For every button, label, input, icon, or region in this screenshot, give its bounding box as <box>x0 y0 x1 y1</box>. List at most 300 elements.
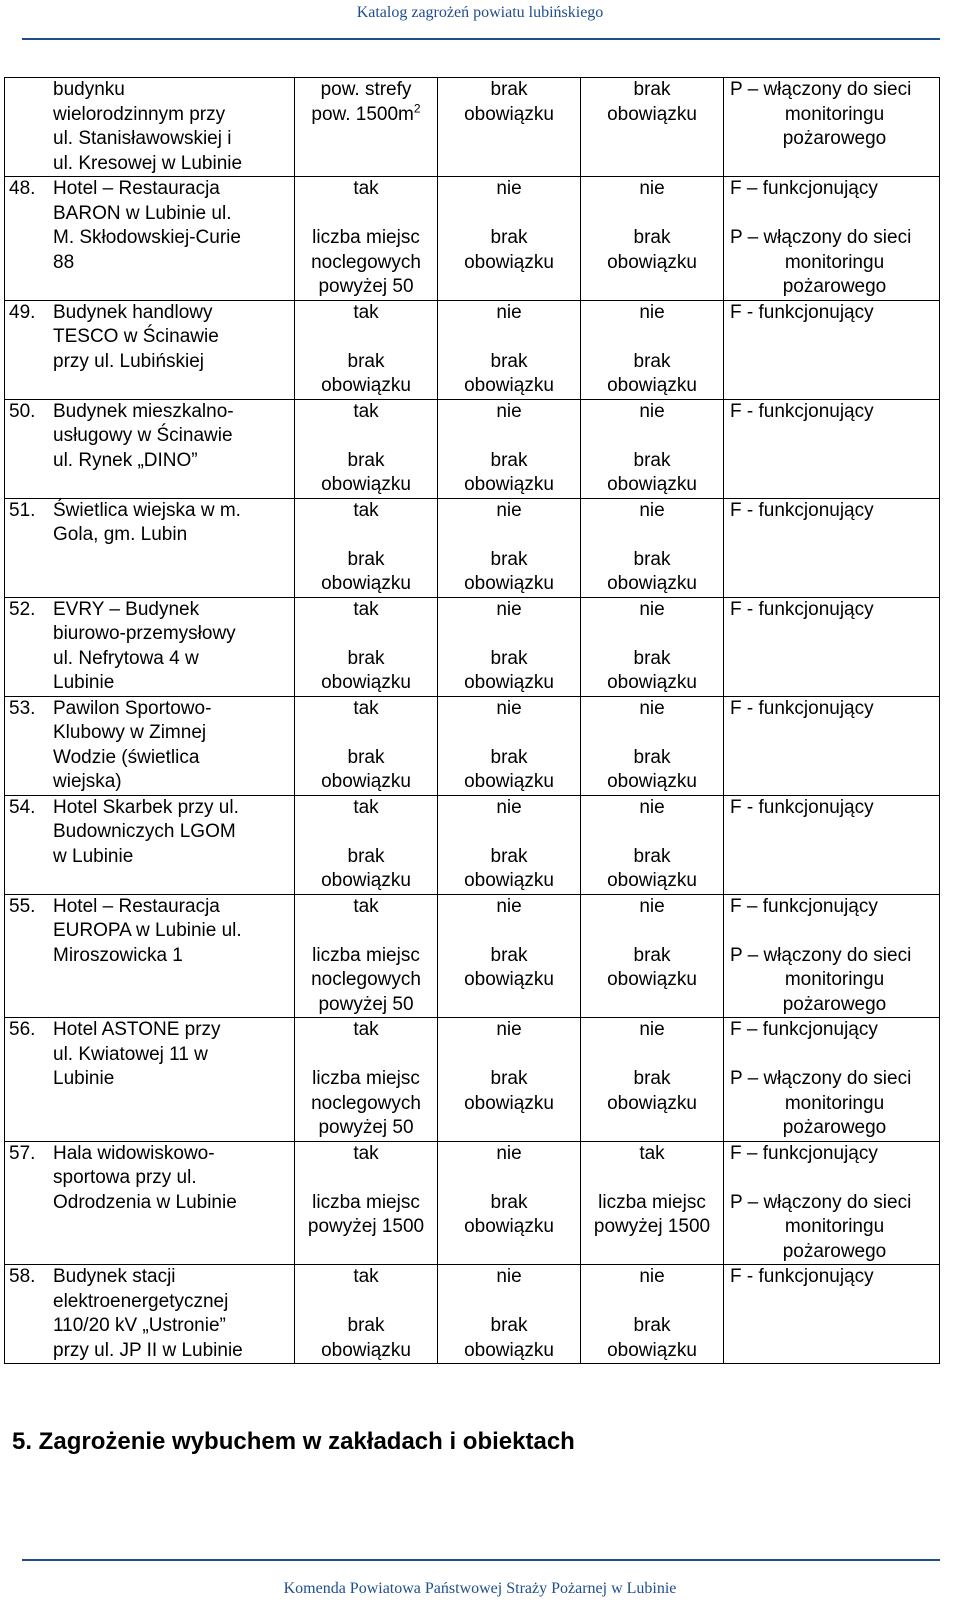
c4-line <box>581 202 723 227</box>
object-name-line: Hotel Skarbek przy ul. <box>53 796 239 818</box>
status-line <box>730 1043 939 1068</box>
c4-cell <box>581 1018 724 1142</box>
c2-cell <box>295 78 438 177</box>
object-name-line: wiejska) <box>53 771 122 792</box>
c3-cell <box>438 498 581 597</box>
object-name <box>53 400 277 474</box>
c3-line: obowiązku <box>464 474 554 495</box>
c4-line: nie <box>639 499 665 521</box>
status-text <box>724 499 939 524</box>
status-text <box>724 1142 939 1265</box>
status-line: monitoringu <box>784 251 885 273</box>
object-name-line: 88 <box>53 251 75 273</box>
status-cell <box>724 300 940 399</box>
c2-line: obowiązku <box>321 870 411 891</box>
c3-line: nie <box>496 796 522 818</box>
c2-cell <box>295 1141 438 1265</box>
row-number: 54. <box>9 796 36 818</box>
c4-cell <box>581 78 724 177</box>
c3-cell <box>438 1018 581 1142</box>
c4-line: obowiązku <box>607 375 697 396</box>
c4-line: liczba miejsc <box>598 1191 706 1213</box>
c2-line: brak <box>347 350 385 372</box>
object-name-line: w Lubinie <box>53 845 134 867</box>
c4-cell <box>581 498 724 597</box>
c4-line: obowiązku <box>607 969 697 990</box>
status-line: P – włączony do sieci <box>730 79 912 100</box>
c3-text: obowiązku <box>464 103 554 125</box>
c3-line <box>438 1166 580 1191</box>
object-name-line: M. Skłodowskiej-Curie <box>53 227 241 248</box>
c4-line: obowiązku <box>607 870 697 891</box>
object-cell <box>5 795 295 894</box>
c2-line: noclegowych <box>311 969 421 990</box>
c2-cell <box>295 894 438 1018</box>
object-name-line: budynku <box>53 79 125 100</box>
object-name-line: Hotel – Restauracja <box>53 178 220 199</box>
status-cell <box>724 597 940 696</box>
c4-text: obowiązku <box>607 103 697 125</box>
status-line <box>730 202 939 227</box>
c4-line: brak <box>633 548 671 570</box>
c3-line: obowiązku <box>464 771 554 792</box>
c4-line: obowiązku <box>607 251 697 273</box>
c3-line: nie <box>496 895 522 917</box>
c4-cell <box>581 1265 724 1364</box>
c3-cell <box>438 177 581 301</box>
c2-line: tak <box>353 400 379 422</box>
c2-line <box>295 424 437 449</box>
c4-line <box>581 1043 723 1068</box>
c4-line <box>581 424 723 449</box>
object-name-line: ul. Nefrytowa 4 w <box>53 647 199 669</box>
object-name-line: ul. Kwiatowej 11 w <box>53 1043 208 1065</box>
c2-cell <box>295 399 438 498</box>
c3-cell <box>438 696 581 795</box>
c3-line: nie <box>496 697 522 719</box>
status-line: F - funkcjonujący <box>730 598 874 620</box>
c3-line <box>438 1290 580 1315</box>
object-name-line: ul. Rynek „DINO” <box>53 449 198 471</box>
object-name <box>53 177 277 275</box>
status-text <box>724 796 939 821</box>
c2-line: liczba miejsc <box>312 1068 420 1089</box>
table-row <box>5 300 940 399</box>
footer-rule <box>22 1559 940 1561</box>
superscript: 2 <box>413 101 421 116</box>
c4-line: obowiązku <box>607 1339 697 1361</box>
c3-line: obowiązku <box>464 1216 554 1237</box>
c3-line: nie <box>496 1142 522 1164</box>
c2-line: powyżej 1500 <box>307 1216 425 1237</box>
object-name-line: wielorodzinnym przy <box>53 103 226 125</box>
object-cell <box>5 78 295 177</box>
c2-line: pow. strefy <box>320 79 412 100</box>
row-number: 51. <box>9 499 36 521</box>
object-name-line: Budowniczych LGOM <box>53 821 236 842</box>
c4-line <box>581 622 723 647</box>
c2-line: liczba miejsc <box>312 1191 420 1213</box>
c2-line <box>295 721 437 746</box>
object-name <box>53 1265 277 1363</box>
object-name <box>53 1142 277 1216</box>
status-line: F – funkcjonujący <box>730 1142 878 1164</box>
object-cell <box>5 597 295 696</box>
c2-line <box>295 523 437 548</box>
status-text <box>724 301 939 326</box>
c3-line <box>438 325 580 350</box>
status-line: pożarowego <box>782 1240 887 1262</box>
object-name-line: biurowo-przemysłowy <box>53 623 236 644</box>
status-line: F – funkcjonujący <box>730 178 878 199</box>
c3-line: brak <box>490 227 528 248</box>
c4-cell <box>581 399 724 498</box>
status-cell <box>724 1265 940 1364</box>
c3-line: obowiązku <box>464 251 554 273</box>
c3-line <box>438 721 580 746</box>
c3-line <box>438 424 580 449</box>
row-number: 58. <box>9 1266 36 1287</box>
status-line: monitoringu <box>784 969 885 990</box>
object-name <box>53 499 277 548</box>
status-line: pożarowego <box>782 276 887 297</box>
c4-line: nie <box>639 1019 665 1040</box>
object-name-line: EVRY – Budynek <box>53 598 200 620</box>
c3-line: nie <box>496 178 522 199</box>
c2-line: tak <box>353 895 379 917</box>
c3-line: obowiązku <box>464 375 554 396</box>
c2-cell <box>295 498 438 597</box>
table-row <box>5 1265 940 1364</box>
c4-line: brak <box>633 845 671 867</box>
c3-cell <box>438 399 581 498</box>
c4-line: obowiązku <box>607 1092 697 1114</box>
object-name-line: Budynek mieszkalno- <box>53 400 234 422</box>
c2-line <box>295 202 437 227</box>
c4-line <box>581 1166 723 1191</box>
header-rule <box>22 38 940 40</box>
c4-line: brak <box>633 79 671 100</box>
status-text <box>724 598 939 623</box>
status-text <box>724 177 939 300</box>
status-text <box>724 1018 939 1141</box>
status-text <box>724 697 939 722</box>
c4-cell <box>581 300 724 399</box>
c2-line: obowiązku <box>321 672 411 693</box>
c4-line: powyżej 1500 <box>593 1216 711 1237</box>
object-name-line: Lubinie <box>53 1068 115 1089</box>
table-row <box>5 894 940 1018</box>
object-name-line: Hala widowiskowo- <box>53 1142 215 1164</box>
c2-line: obowiązku <box>321 375 411 396</box>
status-line: F - funkcjonujący <box>730 697 874 719</box>
c4-line: obowiązku <box>607 474 697 495</box>
c2-line <box>295 1290 437 1315</box>
status-text <box>724 1265 939 1290</box>
c3-line <box>438 103 580 128</box>
status-line: monitoringu <box>784 1216 885 1237</box>
row-number: 56. <box>9 1019 36 1040</box>
c3-cell <box>438 78 581 177</box>
c4-line: nie <box>639 400 665 422</box>
object-name <box>53 697 277 795</box>
c4-line: brak <box>633 1068 671 1089</box>
c2-line: obowiązku <box>321 474 411 495</box>
object-cell <box>5 1018 295 1142</box>
status-cell <box>724 399 940 498</box>
c2-line: powyżej 50 <box>318 993 414 1015</box>
c2-line: powyżej 50 <box>318 276 414 297</box>
c2-cell <box>295 696 438 795</box>
c3-cell <box>438 1141 581 1265</box>
status-line: monitoringu <box>784 103 885 125</box>
table-row <box>5 1141 940 1265</box>
c2-line: brak <box>347 647 385 669</box>
c2-line <box>295 1043 437 1068</box>
object-name-line: BARON w Lubinie ul. <box>53 202 232 224</box>
status-cell <box>724 795 940 894</box>
c4-line: nie <box>639 895 665 917</box>
object-name-line: usługowy w Ścinawie <box>53 425 233 446</box>
c2-line <box>295 622 437 647</box>
object-name-line: przy ul. Lubińskiej <box>53 350 205 372</box>
c2-line <box>295 919 437 944</box>
c4-line: obowiązku <box>607 771 697 792</box>
c3-cell <box>438 300 581 399</box>
c4-line: brak <box>633 449 671 471</box>
c2-cell <box>295 177 438 301</box>
c3-line: obowiązku <box>464 969 554 990</box>
page-footer: Komenda Powiatowa Państwowej Straży Pożarnej w Lubinie <box>283 1580 677 1597</box>
status-line: F - funkcjonujący <box>730 499 874 521</box>
c2-line: brak <box>347 1315 385 1336</box>
status-line <box>730 1166 939 1191</box>
object-cell <box>5 894 295 1018</box>
c2-line: tak <box>353 1266 379 1287</box>
status-line: F – funkcjonujący <box>730 895 878 917</box>
c2-cell <box>295 795 438 894</box>
c4-line <box>581 721 723 746</box>
section-heading: 5. Zagrożenie wybuchem w zakładach i obiektach <box>12 1428 575 1455</box>
object-name-line: Lubinie <box>53 672 115 693</box>
c3-line: nie <box>496 499 522 521</box>
c2-line: tak <box>353 499 379 521</box>
status-line: P – włączony do sieci <box>730 1191 912 1213</box>
table-row <box>5 696 940 795</box>
object-cell <box>5 300 295 399</box>
status-cell <box>724 696 940 795</box>
c4-line: brak <box>633 647 671 669</box>
object-name-line: Hotel ASTONE przy <box>53 1019 221 1040</box>
c4-line <box>581 103 723 128</box>
c2-line: liczba miejsc <box>312 944 420 966</box>
c2-line: brak <box>347 845 385 867</box>
c3-line: brak <box>490 944 528 966</box>
object-cell <box>5 1265 295 1364</box>
c3-line: nie <box>496 1266 522 1287</box>
status-cell <box>724 894 940 1018</box>
row-number: 55. <box>9 895 36 917</box>
table-row <box>5 498 940 597</box>
status-line: F – funkcjonujący <box>730 1019 878 1040</box>
c4-line: nie <box>639 796 665 818</box>
c2-line <box>295 325 437 350</box>
c2-cell <box>295 597 438 696</box>
c4-line: brak <box>633 350 671 372</box>
c3-line: obowiązku <box>464 870 554 891</box>
c2-line: noclegowych <box>311 1092 421 1114</box>
status-line: pożarowego <box>782 1117 887 1138</box>
row-number: 57. <box>9 1142 36 1164</box>
c3-line <box>438 202 580 227</box>
c3-line <box>438 919 580 944</box>
c3-line: nie <box>496 1019 522 1040</box>
object-name-line: sportowa przy ul. <box>53 1167 197 1188</box>
row-number: 53. <box>9 697 36 719</box>
c3-line <box>438 523 580 548</box>
object-name <box>53 895 277 969</box>
status-line: F - funkcjonujący <box>730 301 874 323</box>
object-name <box>53 78 277 176</box>
object-name-line: 110/20 kV „Ustronie” <box>53 1315 226 1336</box>
row-number: 48. <box>9 178 36 199</box>
c2-cell <box>295 1265 438 1364</box>
c4-cell <box>581 795 724 894</box>
c3-line: obowiązku <box>464 1092 554 1114</box>
c4-cell <box>581 597 724 696</box>
row-number: 52. <box>9 598 36 620</box>
object-name-line: ul. Stanisławowskiej i <box>53 128 232 149</box>
object-cell <box>5 1141 295 1265</box>
c2-line: noclegowych <box>311 251 421 273</box>
status-line: F - funkcjonujący <box>730 796 874 818</box>
object-name-line: EUROPA w Lubinie ul. <box>53 920 242 941</box>
object-name-line: Odrodzenia w Lubinie <box>53 1191 237 1213</box>
status-line: P – włączony do sieci <box>730 944 912 966</box>
c3-line: nie <box>496 400 522 422</box>
c4-cell <box>581 696 724 795</box>
page-header: Katalog zagrożeń powiatu lubińskiego <box>356 4 604 21</box>
object-name-line: Hotel – Restauracja <box>53 895 220 917</box>
c4-line: brak <box>633 746 671 768</box>
c3-line: brak <box>490 845 528 867</box>
object-name-line: elektroenergetycznej <box>53 1290 229 1312</box>
object-name-line: Wodzie (świetlica <box>53 746 200 768</box>
c2-line: tak <box>353 301 379 323</box>
object-cell <box>5 696 295 795</box>
c2-line: tak <box>353 697 379 719</box>
object-name-line: TESCO w Ścinawie <box>53 326 219 347</box>
c4-line <box>581 523 723 548</box>
row-number: 50. <box>9 400 36 422</box>
c3-line: nie <box>496 598 522 620</box>
object-name-line: Klubowy w Zimnej <box>53 722 207 743</box>
c3-cell <box>438 795 581 894</box>
c2-line: tak <box>353 178 379 199</box>
object-name <box>53 796 277 870</box>
row-number: 49. <box>9 301 36 323</box>
c2-line: tak <box>353 796 379 818</box>
object-name-line: ul. Kresowej w Lubinie <box>53 152 243 174</box>
object-name <box>53 1018 277 1092</box>
status-line: P – włączony do sieci <box>730 1068 912 1089</box>
c3-cell <box>438 597 581 696</box>
c4-line: obowiązku <box>607 573 697 594</box>
c4-line <box>581 820 723 845</box>
c4-line: nie <box>639 178 665 199</box>
c4-line: nie <box>639 598 665 620</box>
status-cell <box>724 1018 940 1142</box>
status-text <box>724 895 939 1018</box>
c2-line: obowiązku <box>321 573 411 594</box>
status-line: F - funkcjonujący <box>730 1266 874 1287</box>
c4-line: brak <box>633 227 671 248</box>
c3-line <box>438 622 580 647</box>
c3-line: brak <box>490 647 528 669</box>
object-name <box>53 598 277 696</box>
c3-line: brak <box>490 548 528 570</box>
c4-line: nie <box>639 1266 665 1287</box>
c3-line: obowiązku <box>464 573 554 594</box>
c2-line: tak <box>353 1019 379 1040</box>
status-line: P – włączony do sieci <box>730 227 912 248</box>
object-name-line: Świetlica wiejska w m. <box>53 499 241 521</box>
c3-line: obowiązku <box>464 672 554 693</box>
table-row <box>5 795 940 894</box>
c2-line: brak <box>347 548 385 570</box>
c4-line: nie <box>639 301 665 323</box>
c4-cell <box>581 177 724 301</box>
c4-line <box>581 1290 723 1315</box>
c3-line <box>438 1043 580 1068</box>
c2-line: obowiązku <box>321 1339 411 1361</box>
c3-cell <box>438 894 581 1018</box>
c3-line: brak <box>490 1068 528 1089</box>
c3-line: brak <box>490 449 528 471</box>
c4-line: tak <box>639 1142 665 1164</box>
object-cell <box>5 399 295 498</box>
status-line <box>730 919 939 944</box>
c3-line: brak <box>490 1191 528 1213</box>
c2-cell <box>295 1018 438 1142</box>
status-line: pożarowego <box>782 128 887 149</box>
status-text <box>724 78 939 152</box>
c4-line <box>581 919 723 944</box>
c4-line: obowiązku <box>607 672 697 693</box>
object-name-line: przy ul. JP II w Lubinie <box>53 1339 243 1361</box>
status-cell <box>724 177 940 301</box>
c4-cell <box>581 894 724 1018</box>
object-name <box>53 301 277 375</box>
c3-line: obowiązku <box>464 1339 554 1361</box>
table-row <box>5 597 940 696</box>
c3-line: brak <box>490 350 528 372</box>
c4-line <box>581 325 723 350</box>
hazard-table <box>4 77 940 1364</box>
c2-line: obowiązku <box>321 771 411 792</box>
object-name-line: Budynek stacji <box>53 1266 176 1287</box>
object-name-line: Miroszowicka 1 <box>53 944 183 966</box>
object-name-line: Gola, gm. Lubin <box>53 524 188 545</box>
status-cell <box>724 498 940 597</box>
table-row <box>5 177 940 301</box>
c2-line: powyżej 50 <box>318 1117 414 1138</box>
c2-line <box>295 103 437 128</box>
c4-line: nie <box>639 697 665 719</box>
status-cell <box>724 78 940 177</box>
status-line: monitoringu <box>784 1092 885 1114</box>
c2-line <box>295 1166 437 1191</box>
